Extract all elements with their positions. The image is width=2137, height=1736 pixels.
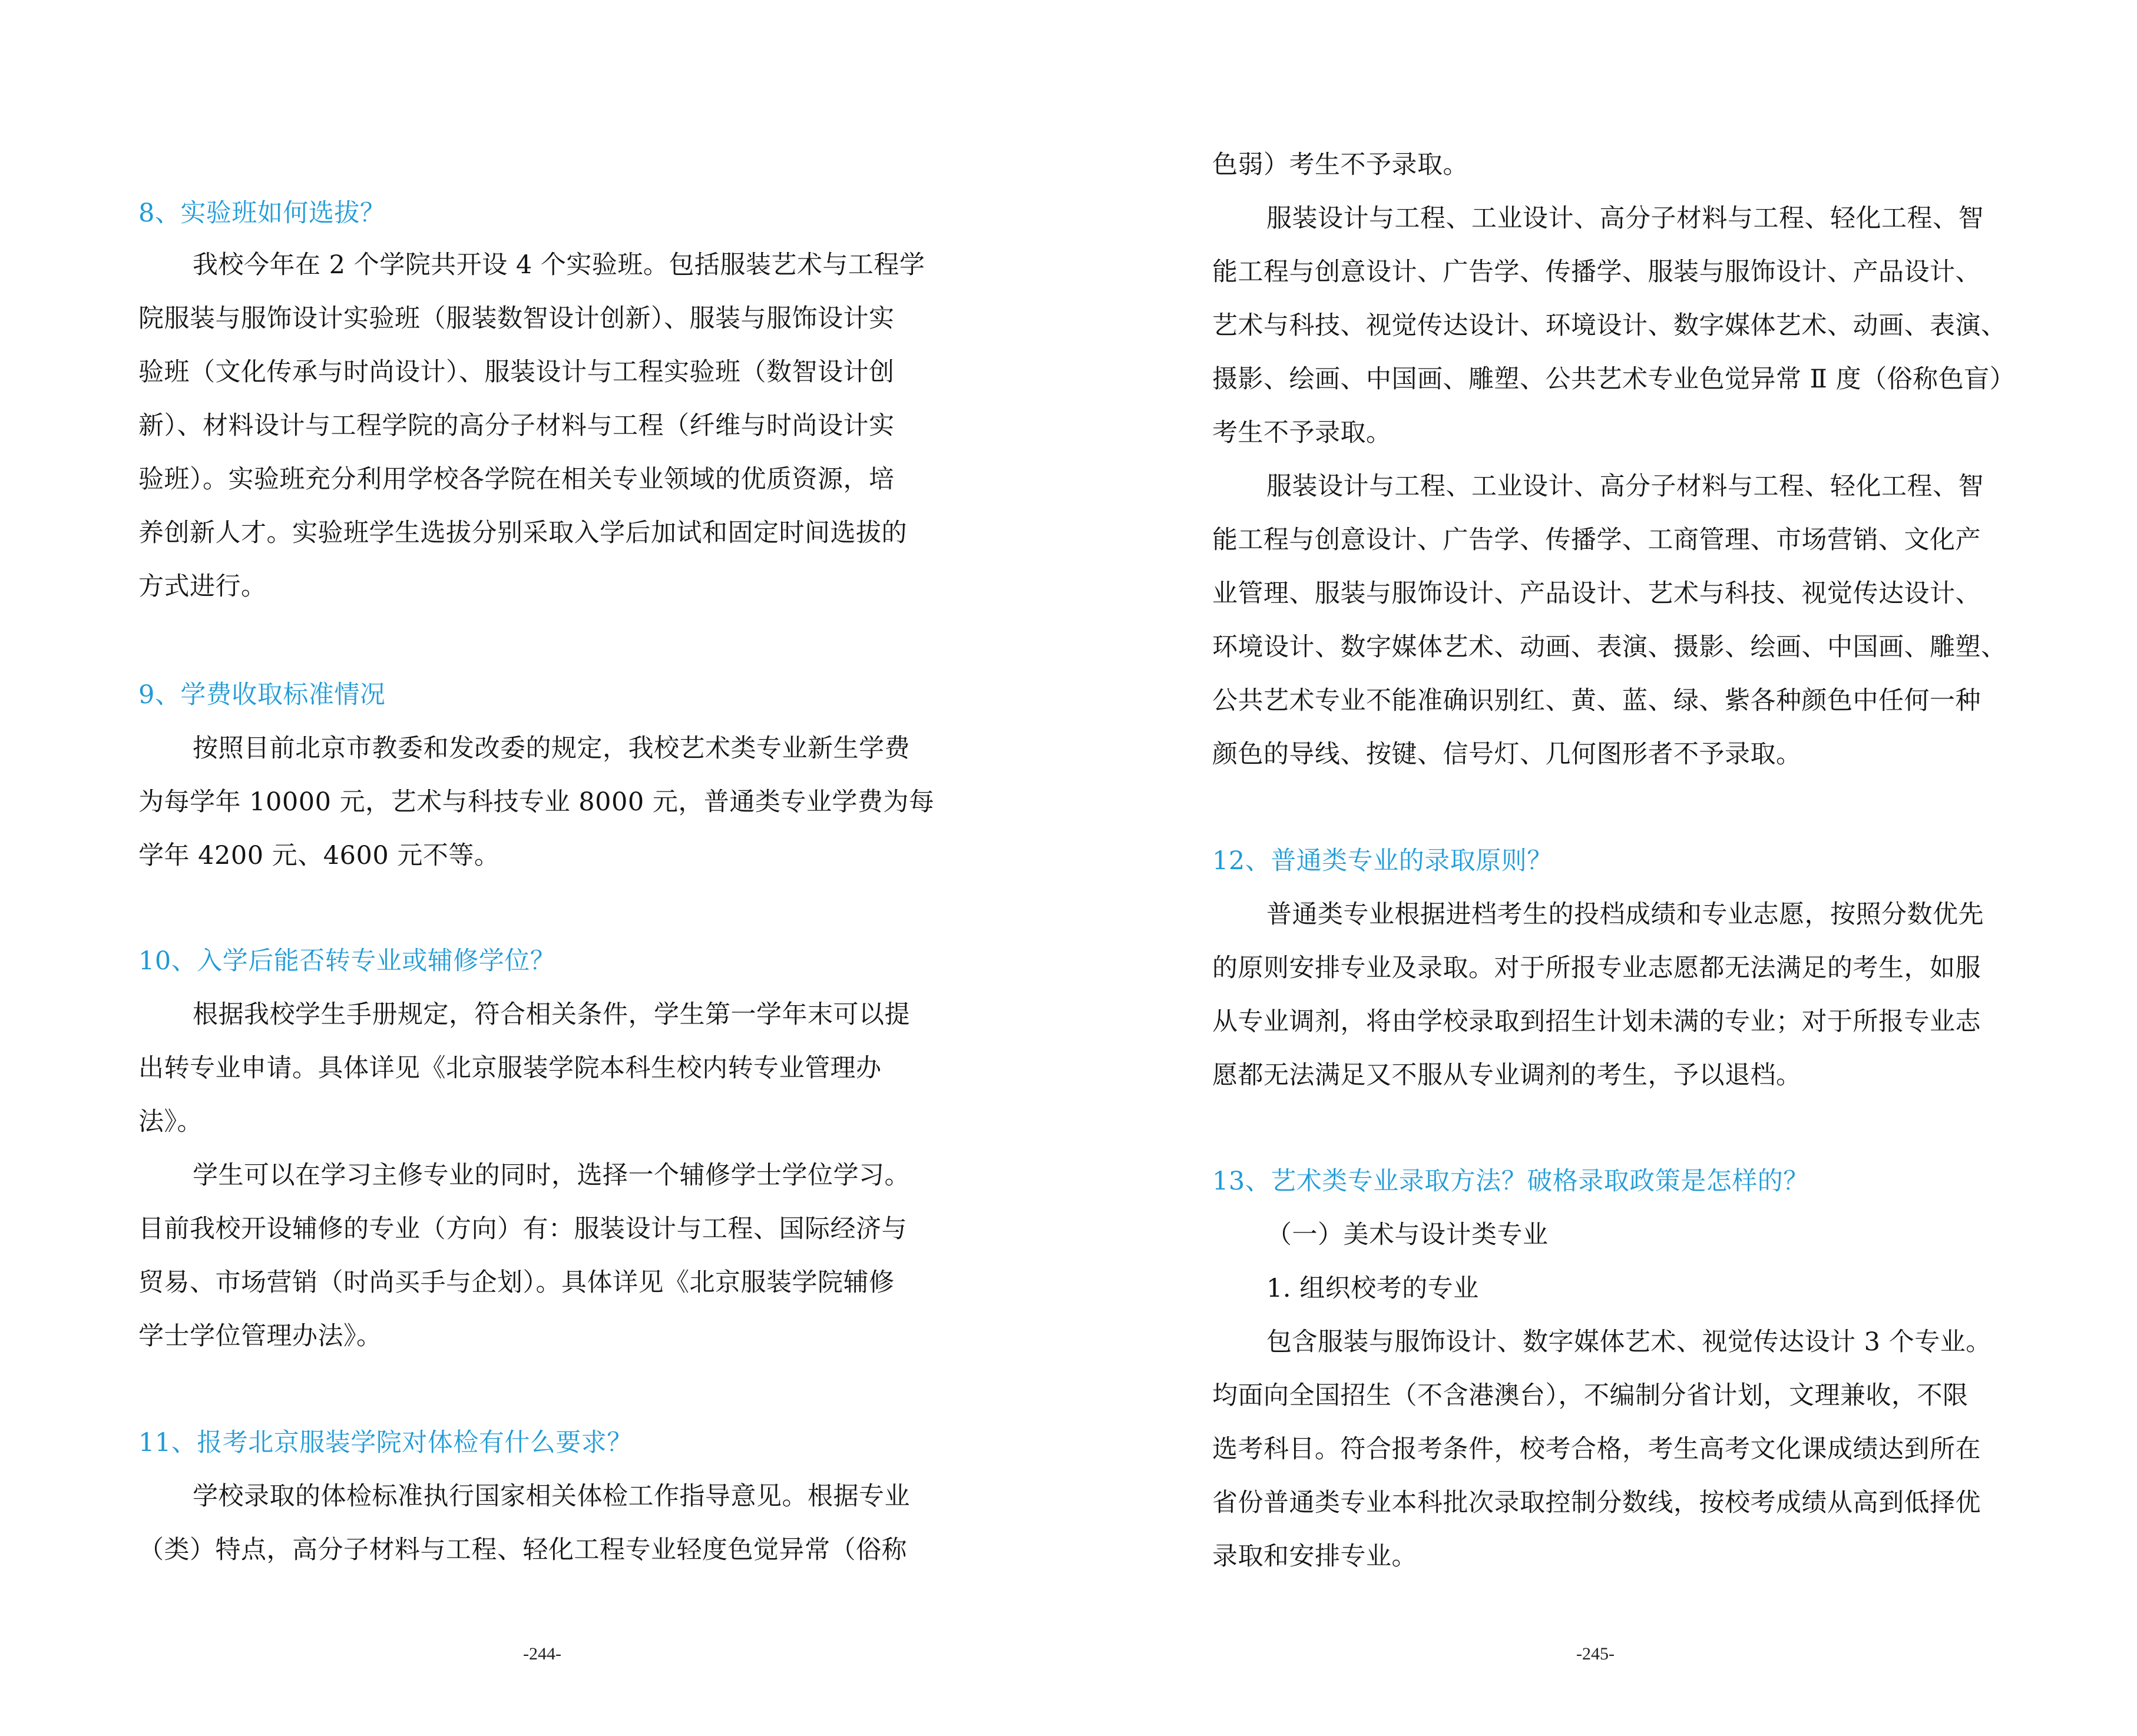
left-page <box>0 0 1068 1736</box>
paragraph-line: 公共艺术专业不能准确识别红、黄、蓝、绿、紫各种颜色中任何一种 <box>1212 686 1981 715</box>
paragraph-line: 艺术与科技、视觉传达设计、环境设计、数字媒体艺术、动画、表演、 <box>1212 311 2007 340</box>
paragraph-line: 院服装与服饰设计实验班（服装数智设计创新）、服装与服饰设计实 <box>138 304 895 333</box>
right-page <box>1068 0 2137 1736</box>
paragraph-line: 普通类专业根据进档考生的投档成绩和专业志愿，按照分数优先 <box>1266 900 1984 929</box>
paragraph-line: 养创新人才。实验班学生选拔分别采取入学后加试和固定时间选拔的 <box>138 518 907 548</box>
paragraph-line: 愿都无法满足又不服从专业调剂的考生，予以退档。 <box>1212 1061 1802 1090</box>
paragraph-line: 1. 组织校考的专业 <box>1266 1274 1479 1303</box>
paragraph-line: 学年 4200 元、4600 元不等。 <box>138 841 500 870</box>
paragraph-line: 学生可以在学习主修专业的同时，选择一个辅修学士学位学习。 <box>193 1161 910 1190</box>
paragraph-line: 省份普通类专业本科批次录取控制分数线，按校考成绩从高到低择优 <box>1212 1488 1981 1518</box>
paragraph-line: 服装设计与工程、工业设计、高分子材料与工程、轻化工程、智 <box>1266 472 1984 501</box>
paragraph-line: 学校录取的体检标准执行国家相关体检工作指导意见。根据专业 <box>193 1482 910 1511</box>
paragraph-line: 均面向全国招生（不含港澳台），不编制分省计划，文理兼收，不限 <box>1212 1381 1969 1410</box>
paragraph-line: 考生不予录取。 <box>1212 418 1392 448</box>
paragraph-line: 能工程与创意设计、广告学、传播学、服装与服饰设计、产品设计、 <box>1212 257 1981 287</box>
paragraph-line: 根据我校学生手册规定，符合相关条件，学生第一学年末可以提 <box>193 1000 910 1029</box>
paragraph-line: 业管理、服装与服饰设计、产品设计、艺术与科技、视觉传达设计、 <box>1212 579 1981 608</box>
paragraph-line: 颜色的导线、按键、信号灯、几何图形者不予录取。 <box>1212 740 1802 769</box>
section-heading: 11、报考北京服装学院对体检有什么要求？ <box>138 1428 633 1457</box>
paragraph-line: 贸易、市场营销（时尚买手与企划）。具体详见《北京服装学院辅修 <box>138 1268 895 1297</box>
section-heading: 10、入学后能否转专业或辅修学位？ <box>138 946 556 976</box>
paragraph-line: 我校今年在 2 个学院共开设 4 个实验班。包括服装艺术与工程学 <box>193 250 925 280</box>
paragraph-line: 从专业调剂，将由学校录取到招生计划未满的专业；对于所报专业志 <box>1212 1007 1981 1036</box>
page-number-right: -245- <box>1576 1644 1615 1664</box>
paragraph-line: 服装设计与工程、工业设计、高分子材料与工程、轻化工程、智 <box>1266 204 1984 233</box>
paragraph-line: 验班）。实验班充分利用学校各学院在相关专业领域的优质资源，培 <box>138 465 895 494</box>
section-heading: 12、普通类专业的录取原则？ <box>1212 846 1553 876</box>
paragraph-line: 新）、材料设计与工程学院的高分子材料与工程（纤维与时尚设计实 <box>138 411 895 440</box>
paragraph-line: 色弱）考生不予录取。 <box>1212 150 1468 180</box>
paragraph-line: 学士学位管理办法》。 <box>138 1321 382 1351</box>
section-heading: 9、学费收取标准情况 <box>138 680 386 710</box>
paragraph-line: 选考科目。符合报考条件，校考合格，考生高考文化课成绩达到所在 <box>1212 1434 1981 1464</box>
section-heading: 8、实验班如何选拔？ <box>138 198 386 228</box>
section-heading: 13、艺术类专业录取方法？破格录取政策是怎样的？ <box>1212 1167 1809 1196</box>
paragraph-line: （一）美术与设计类专业 <box>1266 1220 1549 1250</box>
page-number-left: -244- <box>523 1644 561 1664</box>
paragraph-line: 的原则安排专业及录取。对于所报专业志愿都无法满足的考生，如服 <box>1212 953 1981 983</box>
paragraph-line: 为每学年 10000 元，艺术与科技专业 8000 元，普通类专业学费为每 <box>138 787 935 817</box>
paragraph-line: 验班（文化传承与时尚设计）、服装设计与工程实验班（数智设计创 <box>138 357 895 387</box>
paragraph-line: 包含服装与服饰设计、数字媒体艺术、视觉传达设计 3 个专业。 <box>1266 1327 1992 1357</box>
paragraph-line: （类）特点，高分子材料与工程、轻化工程专业轻度色觉异常（俗称 <box>138 1535 907 1565</box>
paragraph-line: 环境设计、数字媒体艺术、动画、表演、摄影、绘画、中国画、雕塑、 <box>1212 632 2007 662</box>
paragraph-line: 按照目前北京市教委和发改委的规定，我校艺术类专业新生学费 <box>193 734 910 763</box>
paragraph-line: 能工程与创意设计、广告学、传播学、工商管理、市场营销、文化产 <box>1212 525 1981 555</box>
paragraph-line: 出转专业申请。具体详见《北京服装学院本科生校内转专业管理办 <box>138 1053 882 1083</box>
paragraph-line: 摄影、绘画、中国画、雕塑、公共艺术专业色觉异常 Ⅱ 度（俗称色盲） <box>1212 365 2016 394</box>
paragraph-line: 法》。 <box>138 1107 203 1137</box>
paragraph-line: 目前我校开设辅修的专业（方向）有：服装设计与工程、国际经济与 <box>138 1214 907 1244</box>
paragraph-line: 录取和安排专业。 <box>1212 1542 1417 1571</box>
paragraph-line: 方式进行。 <box>138 572 267 601</box>
